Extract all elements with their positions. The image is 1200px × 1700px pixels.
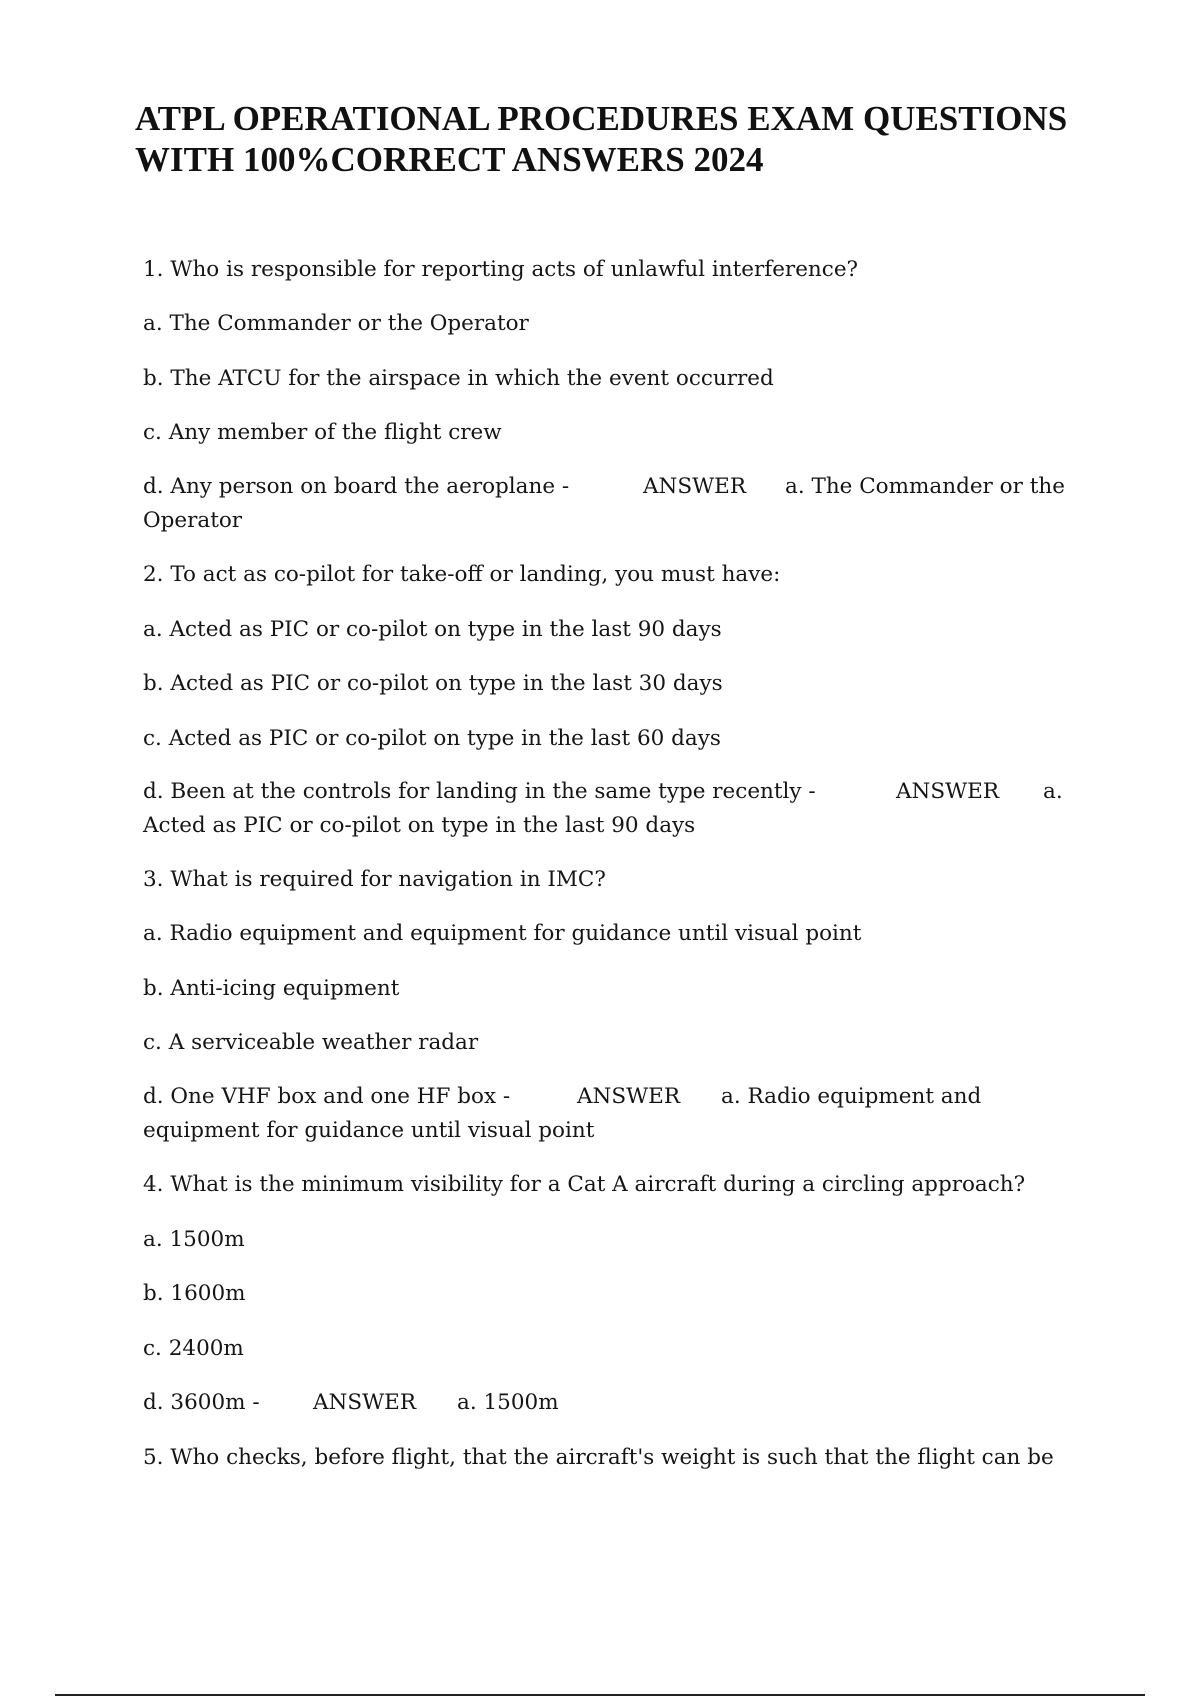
q3-option-d: d. One VHF box and one HF box - [143, 1084, 511, 1109]
q3-option-a: a. Radio equipment and equipment for guidance until visual point [143, 921, 862, 946]
q4-option-a: a. 1500m [143, 1227, 245, 1252]
q1-option-d-answer [143, 470, 1083, 504]
q4-option-b: b. 1600m [143, 1281, 246, 1306]
q1-option-d: d. Any person on board the aeroplane - [143, 474, 570, 499]
q3-answer-value: a. Radio equipment and [721, 1084, 982, 1109]
q2-option-a: a. Acted as PIC or co-pilot on type in the last 90 days [143, 617, 722, 642]
q2-option-b: b. Acted as PIC or co-pilot on type in the last 30 days [143, 671, 723, 696]
q3-answer-label: ANSWER [577, 1084, 681, 1109]
q1-option-c: c. Any member of the flight crew [143, 420, 502, 445]
q2-option-d: d. Been at the controls for landing in the same type recently - [143, 779, 816, 804]
q2-answer-continuation: Acted as PIC or co-pilot on type in the last 90 days [143, 813, 696, 838]
q1-answer-continuation: Operator [143, 508, 243, 533]
title-line-2: WITH 100%CORRECT ANSWERS 2024 [135, 140, 764, 179]
q2-answer-value: a. [1043, 779, 1063, 804]
question-4: 4. What is the minimum visibility for a Cat A aircraft during a circling approach? [143, 1172, 1026, 1197]
q4-option-c: c. 2400m [143, 1336, 244, 1361]
q4-answer-label: ANSWER [313, 1390, 417, 1415]
q1-option-a: a. The Commander or the Operator [143, 311, 529, 336]
q3-option-c: c. A serviceable weather radar [143, 1030, 479, 1055]
q1-option-b: b. The ATCU for the airspace in which the event occurred [143, 366, 774, 391]
q3-option-d-answer [143, 1080, 1083, 1114]
question-2: 2. To act as co-pilot for take-off or landing, you must have: [143, 562, 781, 587]
q3-option-b: b. Anti-icing equipment [143, 976, 400, 1001]
page-bottom-rule [55, 1694, 1145, 1696]
document-title [135, 98, 1135, 180]
q4-answer-value: a. 1500m [457, 1390, 559, 1415]
title-line-1: ATPL OPERATIONAL PROCEDURES EXAM QUESTIONS [135, 99, 1068, 138]
q4-option-d-answer [143, 1386, 1083, 1420]
q3-answer-continuation: equipment for guidance until visual point [143, 1118, 595, 1143]
q2-option-d-answer [143, 775, 1083, 809]
question-3: 3. What is required for navigation in IMC? [143, 867, 606, 892]
question-1: 1. Who is responsible for reporting acts of unlawful interference? [143, 257, 859, 282]
q2-answer-label: ANSWER [896, 779, 1000, 804]
q4-option-d: d. 3600m - [143, 1390, 260, 1415]
q2-option-c: c. Acted as PIC or co-pilot on type in the last 60 days [143, 726, 721, 751]
question-5: 5. Who checks, before flight, that the aircraft's weight is such that the flight can be [143, 1445, 1054, 1470]
q1-answer-label: ANSWER [643, 474, 747, 499]
q1-answer-value: a. The Commander or the [785, 474, 1065, 499]
